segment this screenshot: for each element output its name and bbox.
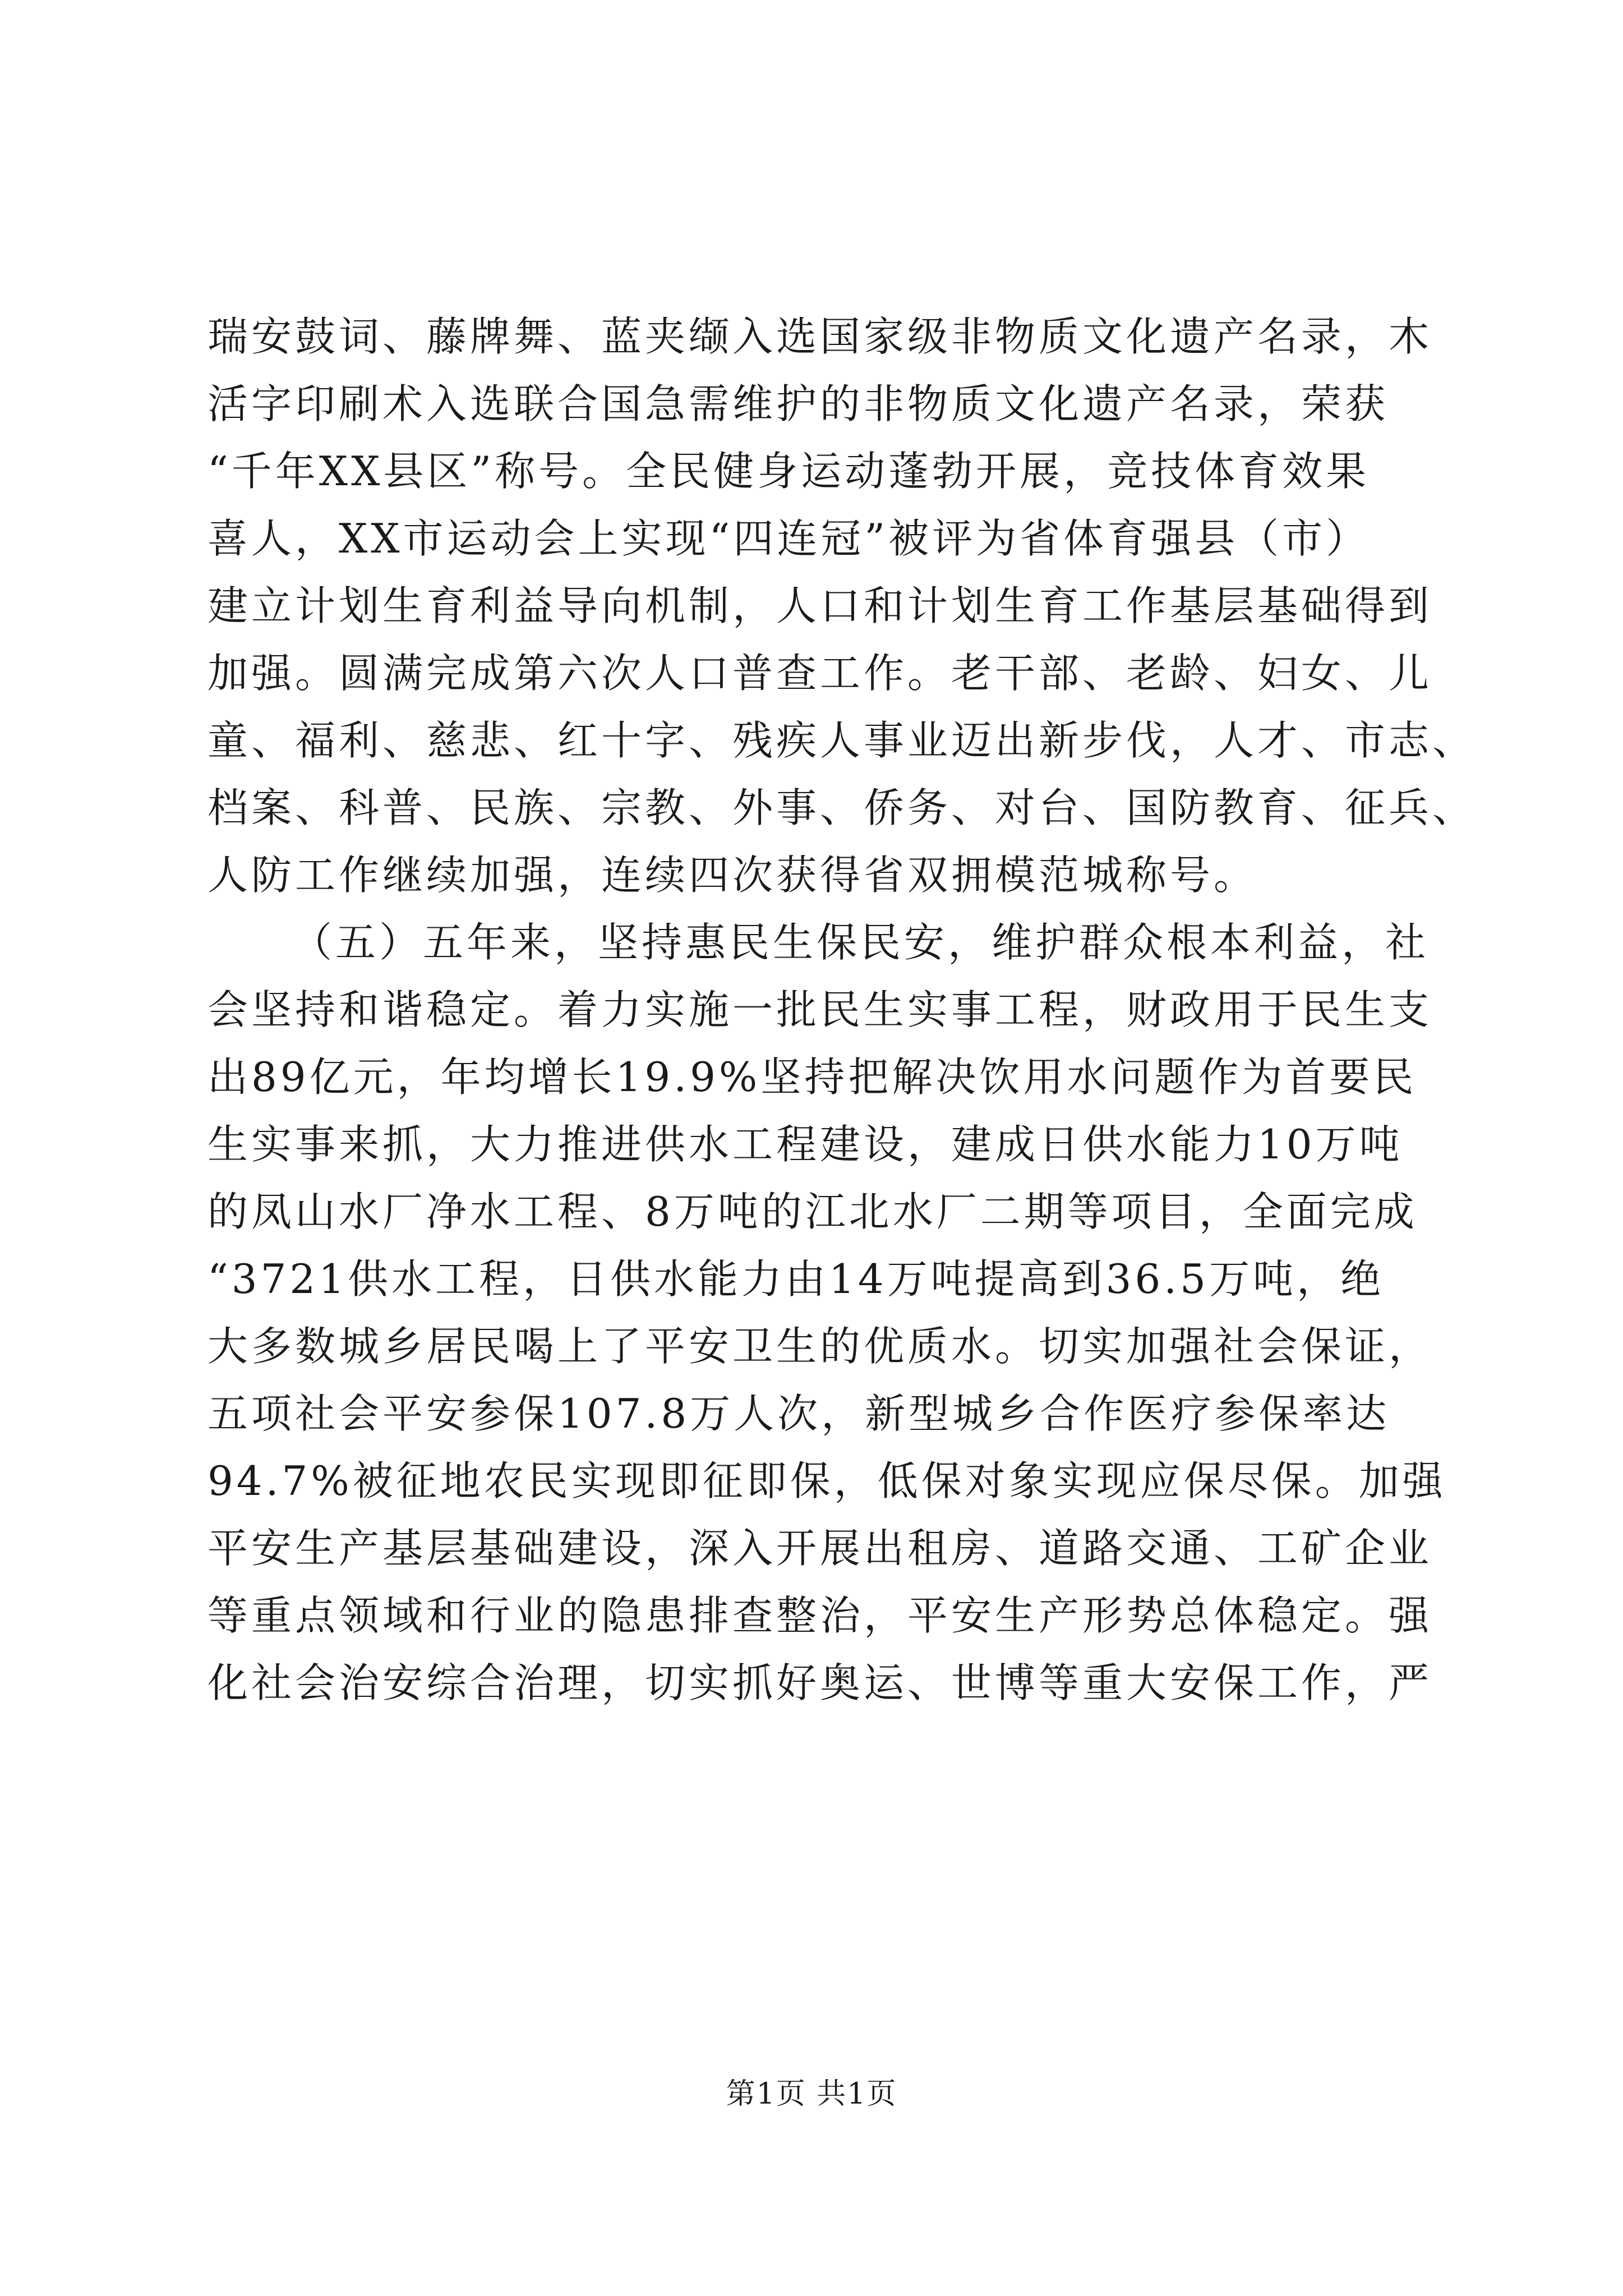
text-line: 五项社会平安参保107.8万人次，新型城乡合作医疗参保率达: [208, 1390, 1390, 1437]
text-line: 出89亿元，年均增长19.9%坚持把解决饮用水问题作为首要民: [208, 1053, 1417, 1101]
text-line: 94.7%被征地农民实现即征即保，低保对象实现应保尽保。加强: [208, 1457, 1446, 1504]
document-body: [208, 303, 1477, 1717]
paragraph-start-line: （五）五年来，坚持惠民生保民安，维护群众根本利益，社: [292, 919, 1430, 966]
text-line: 会坚持和谐稳定。着力实施一批民生实事工程，财政用于民生支: [208, 986, 1433, 1033]
text-line: 童、福利、慈悲、红十字、残疾人事业迈出新步伐，人才、市志、: [208, 717, 1477, 764]
text-line: 平安生产基层基础建设，深入开展出租房、道路交通、工矿企业: [208, 1525, 1433, 1572]
text-line: 大多数城乡居民喝上了平安卫生的优质水。切实加强社会保证，: [208, 1323, 1433, 1370]
text-line: 喜人，XX市运动会上实现“四连冠”被评为省体育强县（市）: [208, 515, 1370, 562]
text-line: 等重点领域和行业的隐患排查整治，平安生产形势总体稳定。强: [208, 1592, 1433, 1639]
text-line: 档案、科普、民族、宗教、外事、侨务、对台、国防教育、征兵、: [208, 784, 1477, 831]
text-line: 生实事来抓，大力推进供水工程建设，建成日供水能力10万吨: [208, 1121, 1403, 1168]
text-line: 人防工作继续加强，连续四次获得省双拥模范城称号。: [208, 852, 1258, 899]
text-line: “千年XX县区”称号。全民健身运动蓬勃开展，竞技体育效果: [208, 448, 1370, 495]
text-line: “3721供水工程，日供水能力由14万吨提高到36.5万吨，绝: [208, 1255, 1384, 1303]
text-line: 化社会治安综合治理，切实抓好奥运、世博等重大安保工作，严: [208, 1659, 1433, 1706]
text-line: 的凤山水厂净水工程、8万吨的江北水厂二期等项目，全面完成: [208, 1188, 1418, 1235]
text-line: 活字印刷术入选联合国急需维护的非物质文化遗产名录，荣获: [208, 380, 1389, 427]
text-line: 加强。圆满完成第六次人口普查工作。老干部、老龄、妇女、儿: [208, 650, 1433, 697]
text-line: 瑞安鼓词、藤牌舞、蓝夹缬入选国家级非物质文化遗产名录，木: [208, 313, 1433, 360]
text-line: 建立计划生育利益导向机制，人口和计划生育工作基层基础得到: [208, 582, 1433, 629]
page-footer: 第1页 共1页: [726, 2077, 897, 2111]
